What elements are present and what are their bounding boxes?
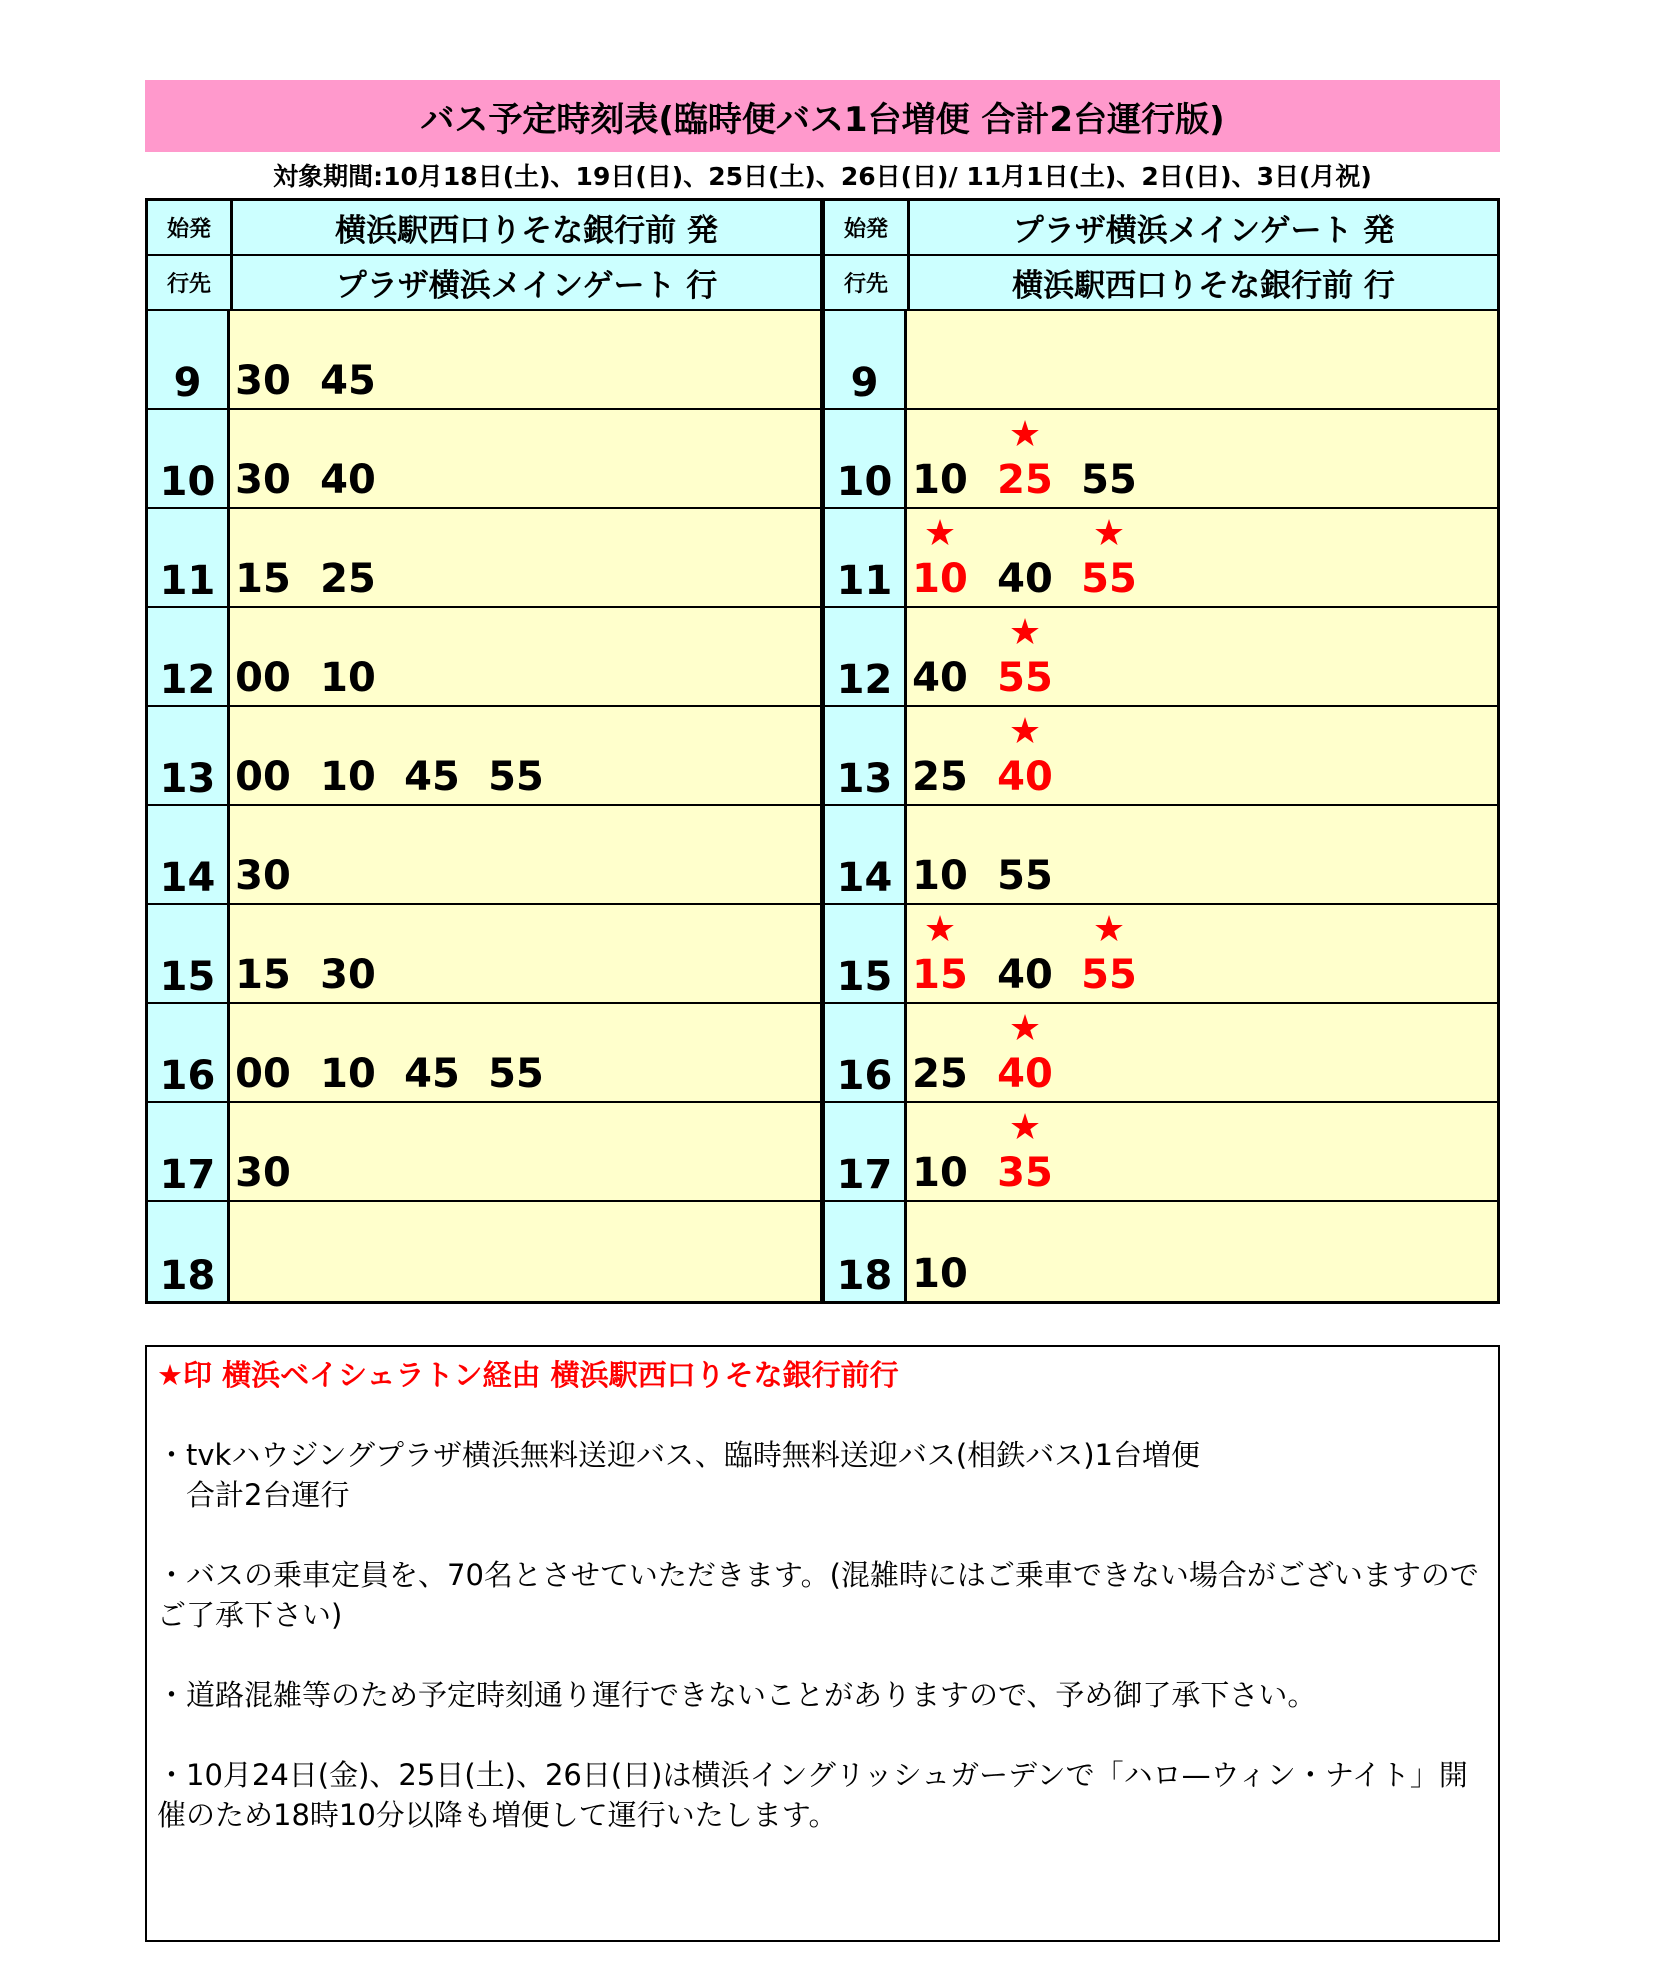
- time-row: [825, 311, 1497, 410]
- minutes-cell: [230, 707, 820, 804]
- note-halloween: ・10月24日(金)、25日(土)、26日(日)は横浜イングリッシュガーデンで「ハロ—ウィン・ナイト」開催のため18時10分以降も増便して運行いたします。: [157, 1758, 1468, 1832]
- minutes-cell: [907, 608, 1497, 705]
- minutes-cell: [230, 509, 820, 606]
- departure-minute: 25: [997, 457, 1053, 503]
- note-capacity: ・バスの乗車定員を、70名とさせていただきます。(混雑時にはご乗車できない場合がございますのでご了承下さい): [157, 1558, 1479, 1632]
- departure-minute: 25: [912, 754, 968, 800]
- hour-cell: 9: [825, 311, 907, 408]
- departure-minute: 10: [912, 1251, 968, 1297]
- departure-minute: 30: [235, 457, 291, 503]
- departure-minute: 00: [235, 655, 291, 701]
- minutes-cell: [907, 1202, 1497, 1301]
- minutes-cell: [230, 806, 820, 903]
- departure-minute: 00: [235, 754, 291, 800]
- hour-cell: 11: [825, 509, 907, 606]
- time-row: [148, 1202, 820, 1301]
- left-destination-stop: プラザ横浜メインゲート 行: [335, 268, 718, 304]
- time-row: [148, 806, 820, 905]
- target-period: 対象期間:10月18日(土)、19日(日)、25日(土)、26日(日)/ 11月1日(土)、2日(日)、3日(月祝): [273, 162, 1372, 191]
- note-extra-bus: ・tvkハウジングプラザ横浜無料送迎バス、臨時無料送迎バス(相鉄バス)1台増便: [157, 1438, 1200, 1472]
- hour-cell: 10: [825, 410, 907, 507]
- departure-minute: 15: [912, 952, 968, 998]
- departure-minute: 10: [912, 457, 968, 503]
- departure-minute: 10: [320, 754, 376, 800]
- hour-cell: 16: [148, 1004, 230, 1101]
- hour-cell: 16: [825, 1004, 907, 1101]
- departure-minute: 30: [235, 853, 291, 899]
- hour-cell: 10: [148, 410, 230, 507]
- departure-minute: 55: [488, 754, 544, 800]
- star-icon: ★: [1092, 909, 1126, 950]
- minutes-cell: [230, 1202, 820, 1301]
- note-extra-bus-cont: 合計2台運行: [157, 1478, 350, 1512]
- departure-minute: 30: [320, 952, 376, 998]
- right-departure-header: [825, 201, 1497, 256]
- minutes-cell: [230, 1004, 820, 1101]
- time-row: [825, 608, 1497, 707]
- minutes-cell: [230, 905, 820, 1002]
- title-text: バス予定時刻表(臨時便バス1台増便 合計2台運行版): [420, 99, 1225, 140]
- departure-minute: 30: [235, 1150, 291, 1196]
- minutes-cell: [907, 806, 1497, 903]
- departure-minute: 30: [235, 358, 291, 404]
- star-icon: ★: [1008, 1107, 1042, 1148]
- left-departure-stop: 横浜駅西口りそな銀行前 発: [335, 213, 718, 249]
- time-row: [825, 1004, 1497, 1103]
- time-row: [825, 1202, 1497, 1301]
- time-row: [148, 509, 820, 608]
- star-icon: ★: [1008, 414, 1042, 455]
- minutes-cell: [230, 1103, 820, 1200]
- departure-minute: 45: [404, 754, 460, 800]
- departure-minute: 10: [320, 655, 376, 701]
- star-icon: ★: [923, 513, 957, 554]
- time-row: [825, 410, 1497, 509]
- minutes-cell: [907, 410, 1497, 507]
- minutes-cell: [907, 1103, 1497, 1200]
- time-row: [825, 806, 1497, 905]
- minutes-cell: [230, 410, 820, 507]
- hour-cell: 18: [825, 1202, 907, 1301]
- star-icon: ★: [1008, 711, 1042, 752]
- departure-minute: 55: [1081, 952, 1137, 998]
- departure-minute: 40: [997, 754, 1053, 800]
- minutes-cell: [907, 707, 1497, 804]
- notes-heading: ★印 横浜ベイシェラトン経由 横浜駅西口りそな銀行前行: [157, 1358, 899, 1392]
- left-time-rows: [148, 311, 820, 1301]
- time-row: [148, 1103, 820, 1202]
- note-traffic: ・道路混雑等のため予定時刻通り運行できないことがありますので、予め御了承下さい。: [157, 1678, 1317, 1712]
- time-row: [825, 1103, 1497, 1202]
- destination-label: 行先: [148, 256, 233, 309]
- departure-minute: 55: [488, 1051, 544, 1097]
- hour-cell: 17: [148, 1103, 230, 1200]
- minutes-cell: [907, 509, 1497, 606]
- timetable-left-column: [145, 198, 823, 1304]
- right-departure-stop: プラザ横浜メインゲート 発: [1012, 213, 1395, 249]
- hour-cell: 14: [148, 806, 230, 903]
- departure-minute: 10: [320, 1051, 376, 1097]
- departure-minute: 00: [235, 1051, 291, 1097]
- hour-cell: 9: [148, 311, 230, 408]
- departure-minute: 35: [997, 1150, 1053, 1196]
- timetable-right-column: [822, 198, 1500, 1304]
- notes-box: [145, 1345, 1500, 1942]
- hour-cell: 13: [148, 707, 230, 804]
- departure-minute: 40: [320, 457, 376, 503]
- left-destination-header: [148, 256, 820, 311]
- right-destination-stop: 横浜駅西口りそな銀行前 行: [1012, 268, 1395, 304]
- departure-minute: 15: [235, 952, 291, 998]
- time-row: [148, 608, 820, 707]
- hour-cell: 15: [148, 905, 230, 1002]
- time-row: [825, 707, 1497, 806]
- departure-minute: 45: [404, 1051, 460, 1097]
- departure-minute: 40: [997, 952, 1053, 998]
- departure-minute: 55: [997, 655, 1053, 701]
- departure-minute: 45: [320, 358, 376, 404]
- departure-minute: 55: [1081, 556, 1137, 602]
- hour-cell: 15: [825, 905, 907, 1002]
- hour-cell: 12: [825, 608, 907, 705]
- departure-minute: 25: [320, 556, 376, 602]
- departure-label: 始発: [825, 201, 910, 254]
- time-row: [148, 905, 820, 1004]
- hour-cell: 14: [825, 806, 907, 903]
- star-icon: ★: [923, 909, 957, 950]
- departure-minute: 15: [235, 556, 291, 602]
- departure-minute: 55: [1081, 457, 1137, 503]
- hour-cell: 13: [825, 707, 907, 804]
- hour-cell: 12: [148, 608, 230, 705]
- time-row: [825, 905, 1497, 1004]
- minutes-cell: [230, 608, 820, 705]
- hour-cell: 17: [825, 1103, 907, 1200]
- time-row: [148, 1004, 820, 1103]
- right-time-rows: [825, 311, 1497, 1301]
- departure-minute: 25: [912, 1051, 968, 1097]
- time-row: [148, 410, 820, 509]
- departure-minute: 10: [912, 853, 968, 899]
- departure-minute: 10: [912, 556, 968, 602]
- right-destination-header: [825, 256, 1497, 311]
- destination-label: 行先: [825, 256, 910, 309]
- minutes-cell: [230, 311, 820, 408]
- departure-label: 始発: [148, 201, 233, 254]
- timetable-title: [145, 80, 1500, 152]
- departure-minute: 10: [912, 1150, 968, 1196]
- hour-cell: 18: [148, 1202, 230, 1301]
- minutes-cell: [907, 311, 1497, 408]
- timetable: [145, 198, 1500, 1304]
- departure-minute: 40: [912, 655, 968, 701]
- departure-minute: 40: [997, 1051, 1053, 1097]
- minutes-cell: [907, 1004, 1497, 1101]
- departure-minute: 55: [997, 853, 1053, 899]
- left-departure-header: [148, 201, 820, 256]
- star-icon: ★: [1008, 1008, 1042, 1049]
- star-icon: ★: [1092, 513, 1126, 554]
- minutes-cell: [907, 905, 1497, 1002]
- time-row: [148, 707, 820, 806]
- time-row: [825, 509, 1497, 608]
- departure-minute: 40: [997, 556, 1053, 602]
- star-icon: ★: [1008, 612, 1042, 653]
- time-row: [148, 311, 820, 410]
- hour-cell: 11: [148, 509, 230, 606]
